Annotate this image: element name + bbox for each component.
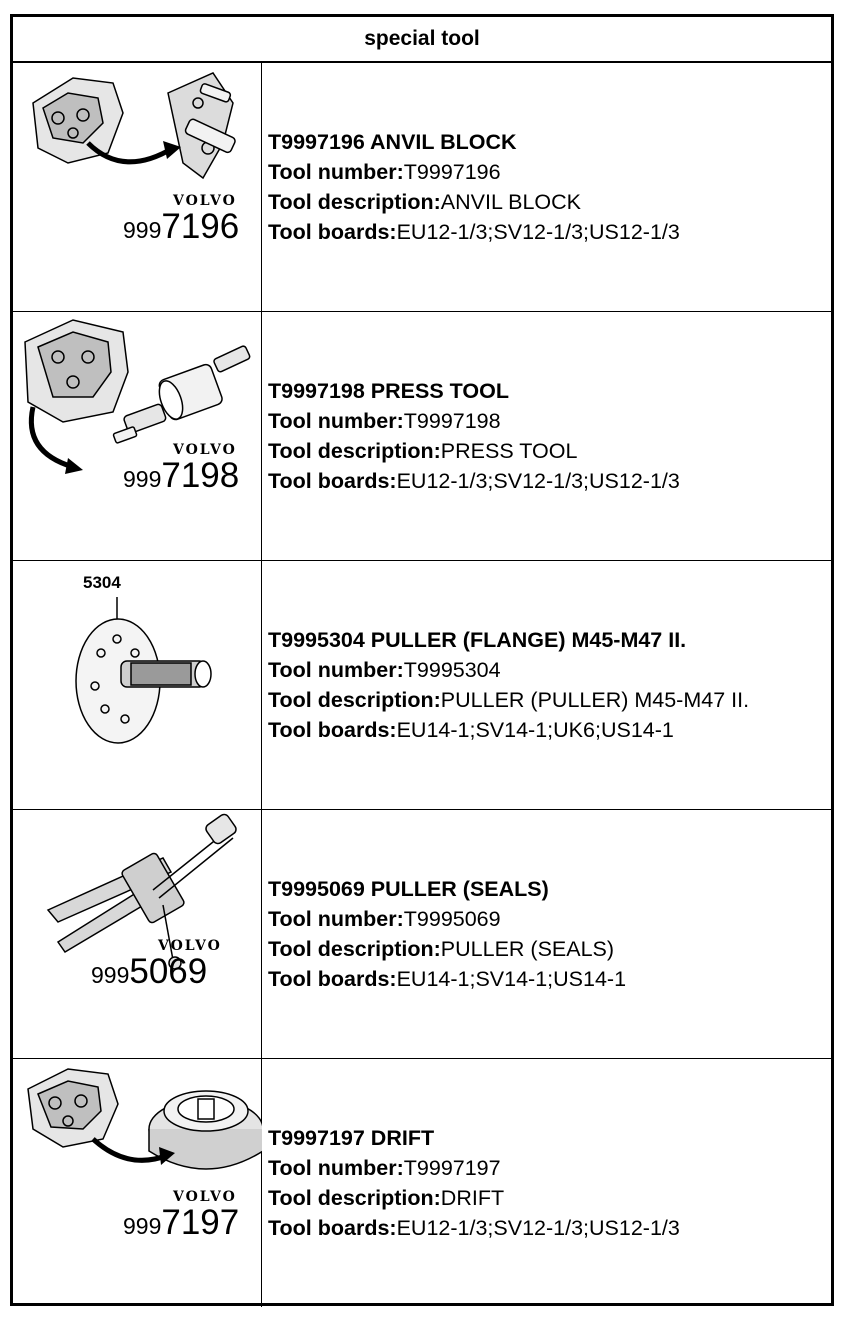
tool-title: T9997196 ANVIL BLOCK bbox=[268, 130, 517, 154]
flange-puller-icon bbox=[13, 561, 262, 810]
tool-boards-line: Tool boards:EU12-1/3;SV12-1/3;US12-1/3 bbox=[268, 1216, 680, 1240]
tool-boards-line: Tool boards:EU12-1/3;SV12-1/3;US12-1/3 bbox=[268, 220, 680, 244]
tool-illustration-cell bbox=[13, 1059, 262, 1307]
tool-number-value: T9997196 bbox=[403, 160, 501, 184]
tool-title: T9995304 PULLER (FLANGE) M45-M47 II. bbox=[268, 628, 687, 652]
tool-illustration-cell bbox=[13, 312, 262, 560]
tool-number-value: T9995069 bbox=[403, 907, 501, 931]
tool-description-value: DRIFT bbox=[440, 1186, 505, 1210]
special-tool-table bbox=[10, 14, 834, 1306]
volvo-logo: VOLVO bbox=[173, 1189, 237, 1205]
volvo-logo: VOLVO bbox=[158, 938, 222, 954]
table-row bbox=[13, 63, 831, 312]
table-row bbox=[13, 312, 831, 561]
tool-number-line: Tool number:T9997197 bbox=[268, 1156, 501, 1180]
tool-boards-value: EU12-1/3;SV12-1/3;US12-1/3 bbox=[396, 220, 680, 244]
tool-boards-line: Tool boards:EU14-1;SV14-1;UK6;US14-1 bbox=[268, 718, 674, 742]
tool-details bbox=[262, 1059, 831, 1307]
tool-number-line: Tool number:T9997196 bbox=[268, 160, 501, 184]
table-row bbox=[13, 561, 831, 810]
tool-boards-value: EU12-1/3;SV12-1/3;US12-1/3 bbox=[396, 469, 680, 493]
table-row bbox=[13, 1059, 831, 1307]
tool-description-line: Tool description:PULLER (SEALS) bbox=[268, 937, 615, 961]
tool-description-value: PULLER (SEALS) bbox=[440, 937, 615, 961]
tool-description-line: Tool description:PULLER (PULLER) M45-M47 II. bbox=[268, 688, 750, 712]
tool-description-value: ANVIL BLOCK bbox=[440, 190, 581, 214]
tool-boards-value: EU12-1/3;SV12-1/3;US12-1/3 bbox=[396, 1216, 680, 1240]
tool-title: T9995069 PULLER (SEALS) bbox=[268, 877, 549, 901]
tool-description-line: Tool description:ANVIL BLOCK bbox=[268, 190, 581, 214]
table-title: special tool bbox=[364, 27, 480, 50]
tool-description-value: PULLER (PULLER) M45-M47 II. bbox=[440, 688, 750, 712]
drift-icon bbox=[13, 1059, 262, 1308]
tool-boards-value: EU14-1;SV14-1;UK6;US14-1 bbox=[396, 718, 674, 742]
tool-illustration-cell bbox=[13, 63, 262, 311]
tool-number-line: Tool number:T9995304 bbox=[268, 658, 501, 682]
tool-number-line: Tool number:T9995069 bbox=[268, 907, 501, 931]
tool-number-value: T9995304 bbox=[403, 658, 501, 682]
part-number: 9997197 bbox=[123, 1203, 240, 1242]
seal-puller-icon bbox=[13, 810, 262, 1059]
tool-details bbox=[262, 312, 831, 560]
tool-boards-line: Tool boards:EU12-1/3;SV12-1/3;US12-1/3 bbox=[268, 469, 680, 493]
tool-details bbox=[262, 63, 831, 311]
tool-boards-line: Tool boards:EU14-1;SV14-1;US14-1 bbox=[268, 967, 627, 991]
tool-description-line: Tool description:PRESS TOOL bbox=[268, 439, 578, 463]
part-number: 9997196 bbox=[123, 207, 240, 246]
tool-callout-number: 5304 bbox=[83, 573, 121, 592]
table-row bbox=[13, 810, 831, 1059]
tool-number-value: T9997198 bbox=[403, 409, 501, 433]
press-tool-icon bbox=[13, 312, 262, 561]
part-number: 9997198 bbox=[123, 456, 240, 495]
tool-details bbox=[262, 561, 831, 809]
tool-illustration-cell bbox=[13, 810, 262, 1058]
tool-title: T9997198 PRESS TOOL bbox=[268, 379, 509, 403]
tool-boards-value: EU14-1;SV14-1;US14-1 bbox=[396, 967, 627, 991]
tool-title: T9997197 DRIFT bbox=[268, 1126, 435, 1150]
tool-number-value: T9997197 bbox=[403, 1156, 501, 1180]
volvo-logo: VOLVO bbox=[173, 193, 237, 209]
tool-illustration-cell bbox=[13, 561, 262, 809]
volvo-logo: VOLVO bbox=[173, 442, 237, 458]
tool-number-line: Tool number:T9997198 bbox=[268, 409, 501, 433]
part-number: 9995069 bbox=[91, 952, 208, 991]
tool-description-value: PRESS TOOL bbox=[440, 439, 578, 463]
tool-description-line: Tool description:DRIFT bbox=[268, 1186, 505, 1210]
anvil-block-icon bbox=[13, 63, 262, 312]
table-header bbox=[13, 17, 831, 63]
tool-details bbox=[262, 810, 831, 1058]
